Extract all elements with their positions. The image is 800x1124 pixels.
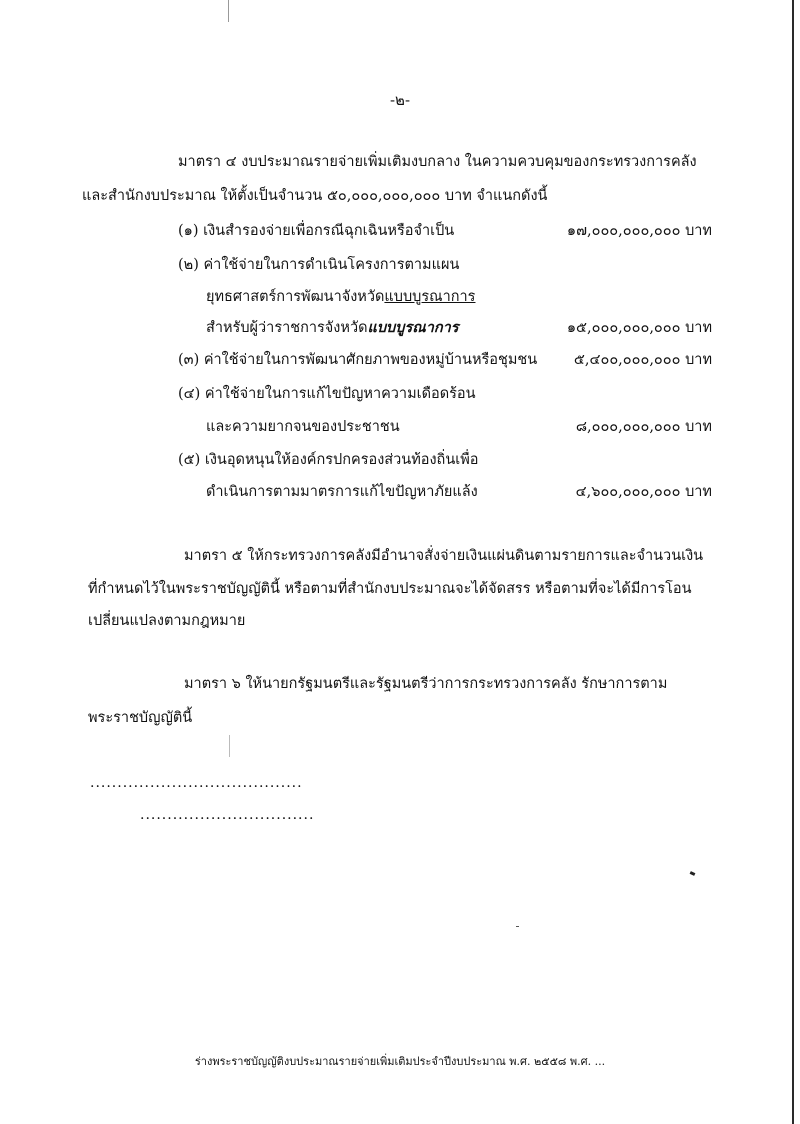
signature-line-1: ....................................... (90, 775, 303, 791)
signature-line-2: ................................ (140, 807, 315, 823)
section-4-item-1: (๑) เงินสำรองจ่ายเพื่อกรณีฉุกเฉินหรือจำเป็น (178, 223, 455, 239)
section-5-line-1: มาตรา ๕ ให้กระทรวงการคลังมีอำนาจสั่งจ่ายเงินแผ่นดินตามรายการและจำนวนเงิน (184, 548, 704, 564)
section-4-item-4-amount: ๘,๐๐๐,๐๐๐,๐๐๐ บาท (575, 419, 712, 435)
page-number: -๒- (389, 91, 411, 109)
section-6-line-1: มาตรา ๖ ให้นายกรัฐมนตรีและรัฐมนตรีว่าการกระทรวงการคลัง รักษาการตาม (184, 676, 668, 692)
section-4-item-2-cont-2-text: สำหรับผู้ว่าราชการจังหวัด (206, 320, 368, 336)
section-4-item-4-cont: และความยากจนของประชาชน (206, 419, 400, 435)
scan-fold-mark (228, 0, 229, 22)
scan-speck (516, 926, 519, 927)
section-4-line-2: และสำนักงบประมาณ ให้ตั้งเป็นจำนวน ๕๐,๐๐๐,๐๐๐,๐๐๐ บาท จำแนกดังนี้ (82, 188, 548, 204)
section-4-item-5-cont: ดำเนินการตามมาตรการแก้ไขปัญหาภัยแล้ง (206, 484, 478, 500)
section-4-item-2-amount: ๑๕,๐๐๐,๐๐๐,๐๐๐ บาท (566, 320, 712, 336)
section-4-item-4: (๔) ค่าใช้จ่ายในการแก้ไขปัญหาความเดือดร้อน (178, 386, 476, 402)
section-4-item-2-cont-2 (206, 318, 459, 338)
scan-speck (690, 871, 696, 876)
section-4-item-5: (๕) เงินอุดหนุนให้องค์กรปกครองส่วนท้องถิ่นเพื่อ (178, 452, 479, 468)
section-4-item-3: (๓) ค่าใช้จ่ายในการพัฒนาศักยภาพของหมู่บ้านหรือชุมชน (178, 352, 538, 368)
section-6-line-2: พระราชบัญญัตินี้ (88, 710, 193, 726)
section-4-item-2-cont-1-text: ยุทธศาสตร์การพัฒนาจังหวัด (206, 289, 385, 305)
section-4-item-2-cont-1 (206, 287, 475, 307)
section-5-line-3: เปลี่ยนแปลงตามกฎหมาย (88, 613, 246, 629)
section-4-line-1: มาตรา ๔ งบประมาณรายจ่ายเพิ่มเติมงบกลาง ในความควบคุมของกระทรวงการคลัง (178, 154, 697, 170)
section-4-item-3-amount: ๕,๔๐๐,๐๐๐,๐๐๐ บาท (573, 352, 712, 368)
section-4-item-5-amount: ๔,๖๐๐,๐๐๐,๐๐๐ บาท (575, 484, 712, 500)
page-footer: ร่างพระราชบัญญัติงบประมาณรายจ่ายเพิ่มเติมประจำปีงบประมาณ พ.ศ. ๒๕๕๘ พ.ศ. ... (194, 1055, 606, 1068)
section-4-item-1-amount: ๑๗,๐๐๐,๐๐๐,๐๐๐ บาท (566, 223, 712, 239)
section-4-item-2: (๒) ค่าใช้จ่ายในการดำเนินโครงการตามแผน (178, 257, 460, 273)
section-4-item-2-cont-2-overstruck: แบบบูรณาการ (367, 319, 459, 336)
scan-edge-artifact (792, 0, 794, 1124)
scan-fold-mark (229, 735, 230, 757)
section-5-line-2: ที่กำหนดไว้ในพระราชบัญญัตินี้ หรือตามที่สำนักงบประมาณจะได้จัดสรร หรือตามที่จะได้มีการโอน (88, 581, 692, 597)
section-4-item-2-cont-1-underlined: แบบบูรณาการ (384, 289, 476, 305)
